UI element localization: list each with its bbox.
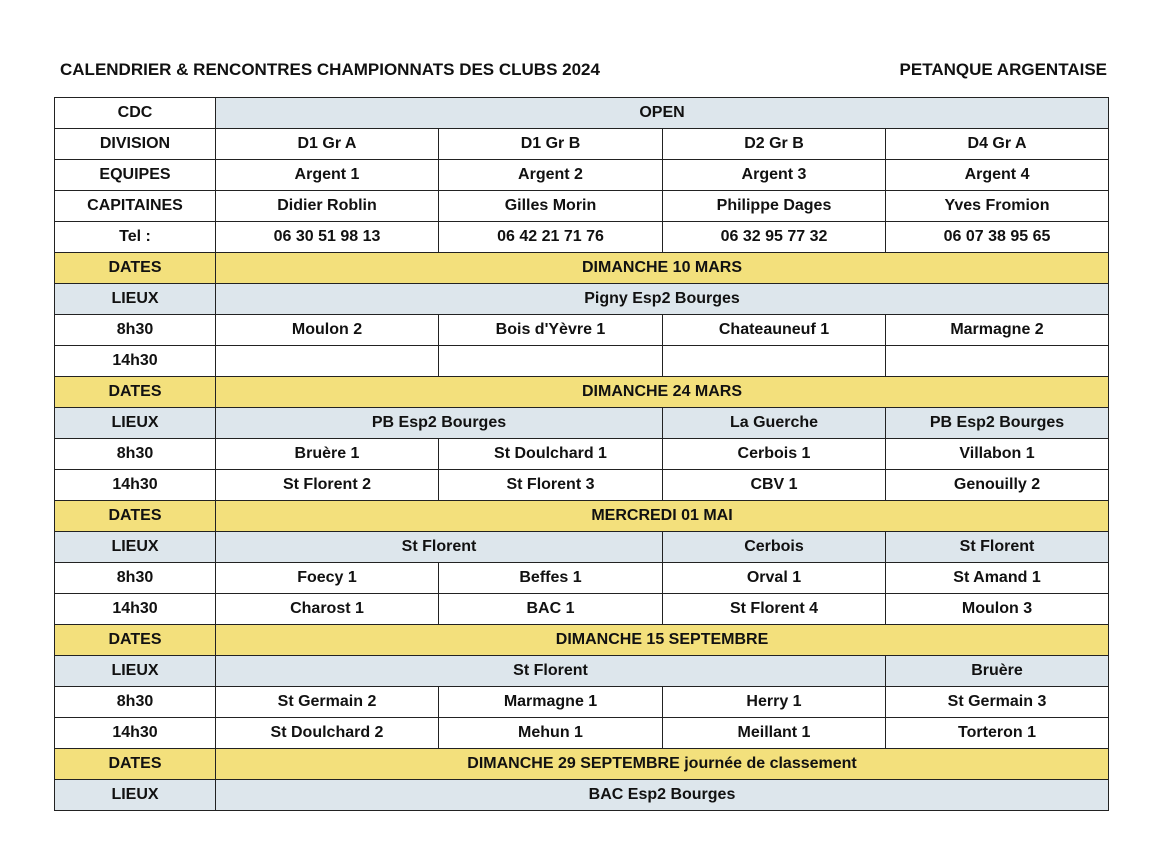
lieux-label: LIEUX [55, 780, 216, 811]
match-cell: Herry 1 [663, 687, 886, 718]
lieu-cell: La Guerche [663, 408, 886, 439]
match-cell: Orval 1 [663, 563, 886, 594]
date-row [55, 625, 1109, 656]
lieu-cell: PB Esp2 Bourges [216, 408, 663, 439]
time-label: 8h30 [55, 439, 216, 470]
match-row-14h30 [55, 718, 1109, 749]
match-cell: Bruère 1 [216, 439, 439, 470]
match-cell: Moulon 3 [886, 594, 1109, 625]
tel-cell: 06 07 38 95 65 [886, 222, 1109, 253]
match-cell: Charost 1 [216, 594, 439, 625]
match-cell: Marmagne 1 [439, 687, 663, 718]
match-row-8h30 [55, 563, 1109, 594]
lieux-label: LIEUX [55, 656, 216, 687]
match-cell: St Doulchard 2 [216, 718, 439, 749]
match-cell: St Germain 3 [886, 687, 1109, 718]
cdc-value: OPEN [216, 98, 1109, 129]
tel-label: Tel : [55, 222, 216, 253]
lieux-row [55, 532, 1109, 563]
match-cell [663, 346, 886, 377]
match-cell [439, 346, 663, 377]
tel-cell: 06 32 95 77 32 [663, 222, 886, 253]
equipes-label: EQUIPES [55, 160, 216, 191]
division-cell: D2 Gr B [663, 129, 886, 160]
dates-label: DATES [55, 501, 216, 532]
division-row [55, 129, 1109, 160]
date-value: DIMANCHE 24 MARS [216, 377, 1109, 408]
time-label: 14h30 [55, 718, 216, 749]
match-row-14h30 [55, 594, 1109, 625]
match-cell: CBV 1 [663, 470, 886, 501]
match-cell: St Florent 2 [216, 470, 439, 501]
match-cell: Villabon 1 [886, 439, 1109, 470]
date-value: DIMANCHE 10 MARS [216, 253, 1109, 284]
equipes-row [55, 160, 1109, 191]
match-cell [216, 346, 439, 377]
page-title: CALENDRIER & RENCONTRES CHAMPIONNATS DES CLUBS 2024 [60, 60, 600, 79]
lieux-label: LIEUX [55, 408, 216, 439]
match-row-8h30 [55, 315, 1109, 346]
match-cell: Meillant 1 [663, 718, 886, 749]
date-value: DIMANCHE 15 SEPTEMBRE [216, 625, 1109, 656]
equipe-cell: Argent 3 [663, 160, 886, 191]
lieu-cell: Pigny Esp2 Bourges [216, 284, 1109, 315]
dates-label: DATES [55, 253, 216, 284]
lieux-label: LIEUX [55, 284, 216, 315]
match-cell: St Germain 2 [216, 687, 439, 718]
capitaine-cell: Didier Roblin [216, 191, 439, 222]
equipe-cell: Argent 4 [886, 160, 1109, 191]
date-row [55, 501, 1109, 532]
lieu-cell: PB Esp2 Bourges [886, 408, 1109, 439]
lieu-cell: St Florent [216, 656, 886, 687]
match-cell: Beffes 1 [439, 563, 663, 594]
time-label: 8h30 [55, 563, 216, 594]
match-row-14h30 [55, 470, 1109, 501]
lieux-label: LIEUX [55, 532, 216, 563]
match-cell: St Florent 4 [663, 594, 886, 625]
cdc-row [55, 98, 1109, 129]
capitaine-cell: Gilles Morin [439, 191, 663, 222]
match-row-8h30 [55, 687, 1109, 718]
page-header [0, 60, 1170, 86]
date-row [55, 749, 1109, 780]
dates-label: DATES [55, 377, 216, 408]
division-cell: D1 Gr B [439, 129, 663, 160]
capitaines-row [55, 191, 1109, 222]
match-cell: Bois d'Yèvre 1 [439, 315, 663, 346]
time-label: 14h30 [55, 346, 216, 377]
tel-cell: 06 30 51 98 13 [216, 222, 439, 253]
lieu-cell: BAC Esp2 Bourges [216, 780, 1109, 811]
match-cell: Genouilly 2 [886, 470, 1109, 501]
lieux-row [55, 284, 1109, 315]
schedule-table [54, 97, 1109, 811]
match-cell: Moulon 2 [216, 315, 439, 346]
match-cell [886, 346, 1109, 377]
equipe-cell: Argent 1 [216, 160, 439, 191]
tel-row [55, 222, 1109, 253]
lieu-cell: St Florent [216, 532, 663, 563]
lieu-cell: St Florent [886, 532, 1109, 563]
match-row-14h30 [55, 346, 1109, 377]
match-cell: BAC 1 [439, 594, 663, 625]
date-row [55, 253, 1109, 284]
match-cell: Cerbois 1 [663, 439, 886, 470]
lieux-row [55, 780, 1109, 811]
date-row [55, 377, 1109, 408]
time-label: 14h30 [55, 594, 216, 625]
lieu-cell: Bruère [886, 656, 1109, 687]
tel-cell: 06 42 21 71 76 [439, 222, 663, 253]
club-name: PETANQUE ARGENTAISE [899, 60, 1107, 79]
date-value: DIMANCHE 29 SEPTEMBRE journée de classement [216, 749, 1109, 780]
division-cell: D1 Gr A [216, 129, 439, 160]
dates-label: DATES [55, 625, 216, 656]
match-cell: St Amand 1 [886, 563, 1109, 594]
match-cell: Torteron 1 [886, 718, 1109, 749]
match-cell: Mehun 1 [439, 718, 663, 749]
capitaine-cell: Yves Fromion [886, 191, 1109, 222]
division-cell: D4 Gr A [886, 129, 1109, 160]
match-cell: Chateauneuf 1 [663, 315, 886, 346]
time-label: 8h30 [55, 687, 216, 718]
capitaines-label: CAPITAINES [55, 191, 216, 222]
division-label: DIVISION [55, 129, 216, 160]
match-cell: St Doulchard 1 [439, 439, 663, 470]
capitaine-cell: Philippe Dages [663, 191, 886, 222]
lieu-cell: Cerbois [663, 532, 886, 563]
lieux-row [55, 408, 1109, 439]
dates-label: DATES [55, 749, 216, 780]
match-cell: Foecy 1 [216, 563, 439, 594]
lieux-row [55, 656, 1109, 687]
match-cell: Marmagne 2 [886, 315, 1109, 346]
match-row-8h30 [55, 439, 1109, 470]
time-label: 8h30 [55, 315, 216, 346]
cdc-label: CDC [55, 98, 216, 129]
match-cell: St Florent 3 [439, 470, 663, 501]
equipe-cell: Argent 2 [439, 160, 663, 191]
date-value: MERCREDI 01 MAI [216, 501, 1109, 532]
time-label: 14h30 [55, 470, 216, 501]
